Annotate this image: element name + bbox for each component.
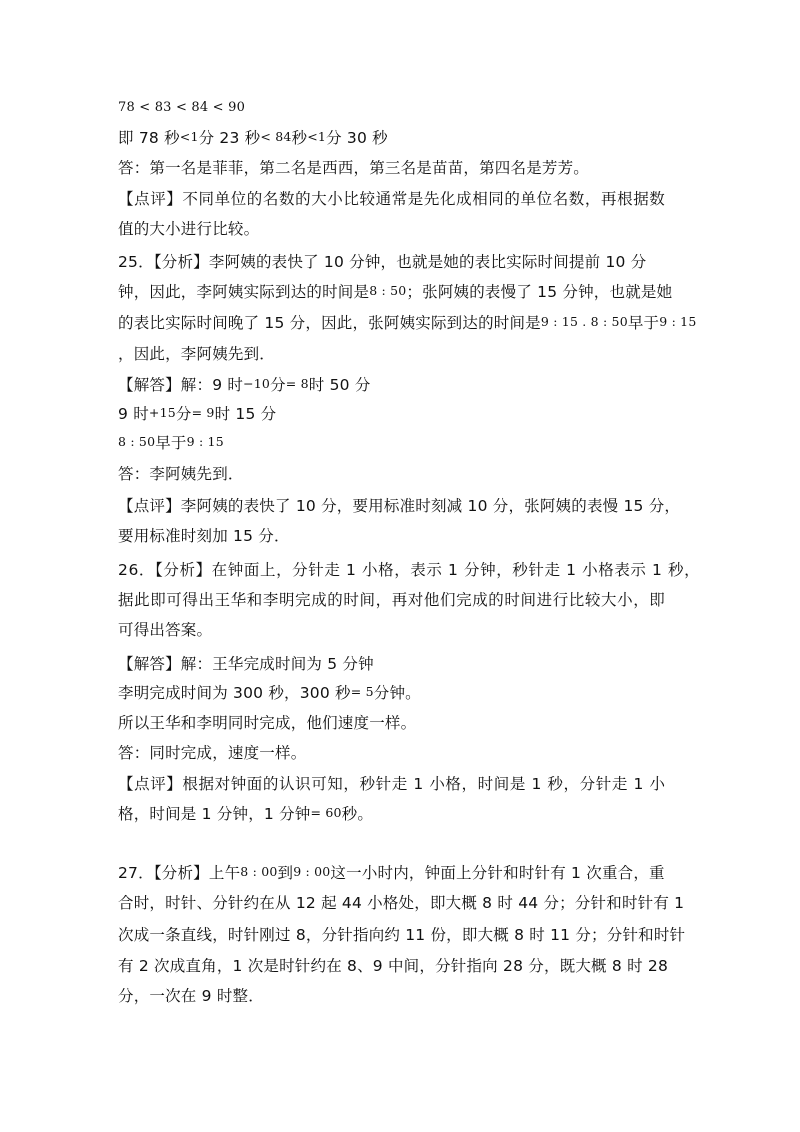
q27-analysis-line: 27．【分析】上午8 : 00到9 : 00这一小时内，钟面上分针和时针有 1 次重合，重 bbox=[118, 864, 665, 882]
q26-comment-line: 【点评】根据对钟面的认识可知，秒针走 1 小格，时间是 1 秒，分针走 1 小 bbox=[118, 775, 666, 793]
q26-answer-line: 答：同时完成，速度一样。 bbox=[118, 744, 307, 762]
q25-analysis-line: ，因此，李阿姨先到． bbox=[118, 345, 276, 363]
q26-analysis-line: 26．【分析】在钟面上，分针走 1 小格，表示 1 分钟，秒针走 1 小格表示 1 秒， bbox=[118, 561, 701, 579]
q26-solution-line: 李明完成时间为 300 秒，300 秒= 5分钟。 bbox=[118, 684, 421, 702]
q25-analysis-line: 25．【分析】李阿姨的表快了 10 分钟，也就是她的表比实际时间提前 10 分 bbox=[118, 253, 647, 271]
seconds-comparison-line: 即 78 秒<1分 23 秒< 84秒<1分 30 秒 bbox=[118, 129, 388, 147]
q26-solution-line: 所以王华和李明同时完成，他们速度一样。 bbox=[118, 714, 417, 732]
answer-line: 答：第一名是菲菲，第二名是西西，第三名是苗苗，第四名是芳芳。 bbox=[118, 159, 590, 177]
q25-answer-line: 答：李阿姨先到． bbox=[118, 465, 244, 483]
q25-analysis-line: 钟，因此，李阿姨实际到达的时间是8 : 50；张阿姨的表慢了 15 分钟，也就是她 bbox=[118, 283, 673, 301]
q25-analysis-line: 的表比实际时间晚了 15 分，因此，张阿姨实际到达的时间是9 : 15 . 8 : 50早于9 : 15 bbox=[118, 314, 697, 332]
q27-analysis-line: 分，一次在 9 时整． bbox=[118, 987, 264, 1005]
inequality-line: 78 < 83 < 84 < 90 bbox=[118, 100, 246, 115]
q26-analysis-line: 据此即可得出王华和李明完成的时间，再对他们完成的时间进行比较大小，即 bbox=[118, 591, 666, 609]
q26-solution-line: 【解答】解：王华完成时间为 5 分钟 bbox=[118, 655, 374, 673]
comment-line: 值的大小进行比较。 bbox=[118, 220, 260, 238]
q25-comment-line: 【点评】李阿姨的表快了 10 分，要用标准时刻减 10 分，张阿姨的表慢 15 分， bbox=[118, 497, 681, 515]
q25-comment-line: 要用标准时刻加 15 分． bbox=[118, 527, 290, 545]
q27-analysis-line: 有 2 次成直角，1 次是时针约在 8、9 中间，分针指向 28 分，既大概 8 时 28 bbox=[118, 957, 669, 975]
q27-analysis-line: 合时，时针、分针约在从 12 起 44 小格处，即大概 8 时 44 分；分针和时针有 1 bbox=[118, 894, 685, 912]
q25-solution-line: 9 时+15分= 9时 15 分 bbox=[118, 405, 277, 423]
q26-analysis-line: 可得出答案。 bbox=[118, 621, 213, 639]
q27-analysis-line: 次成一条直线，时针刚过 8，分针指向约 11 份，即大概 8 时 11 分；分针和时针 bbox=[118, 926, 686, 944]
q25-solution-line: 【解答】解：9 时−10分= 8时 50 分 bbox=[118, 376, 371, 394]
q26-comment-line: 格，时间是 1 分钟，1 分钟= 60秒。 bbox=[118, 805, 374, 823]
comment-line: 【点评】不同单位的名数的大小比较通常是先化成相同的单位名数，再根据数 bbox=[118, 190, 666, 208]
q25-solution-line: 8 : 50早于9 : 15 bbox=[118, 434, 224, 452]
